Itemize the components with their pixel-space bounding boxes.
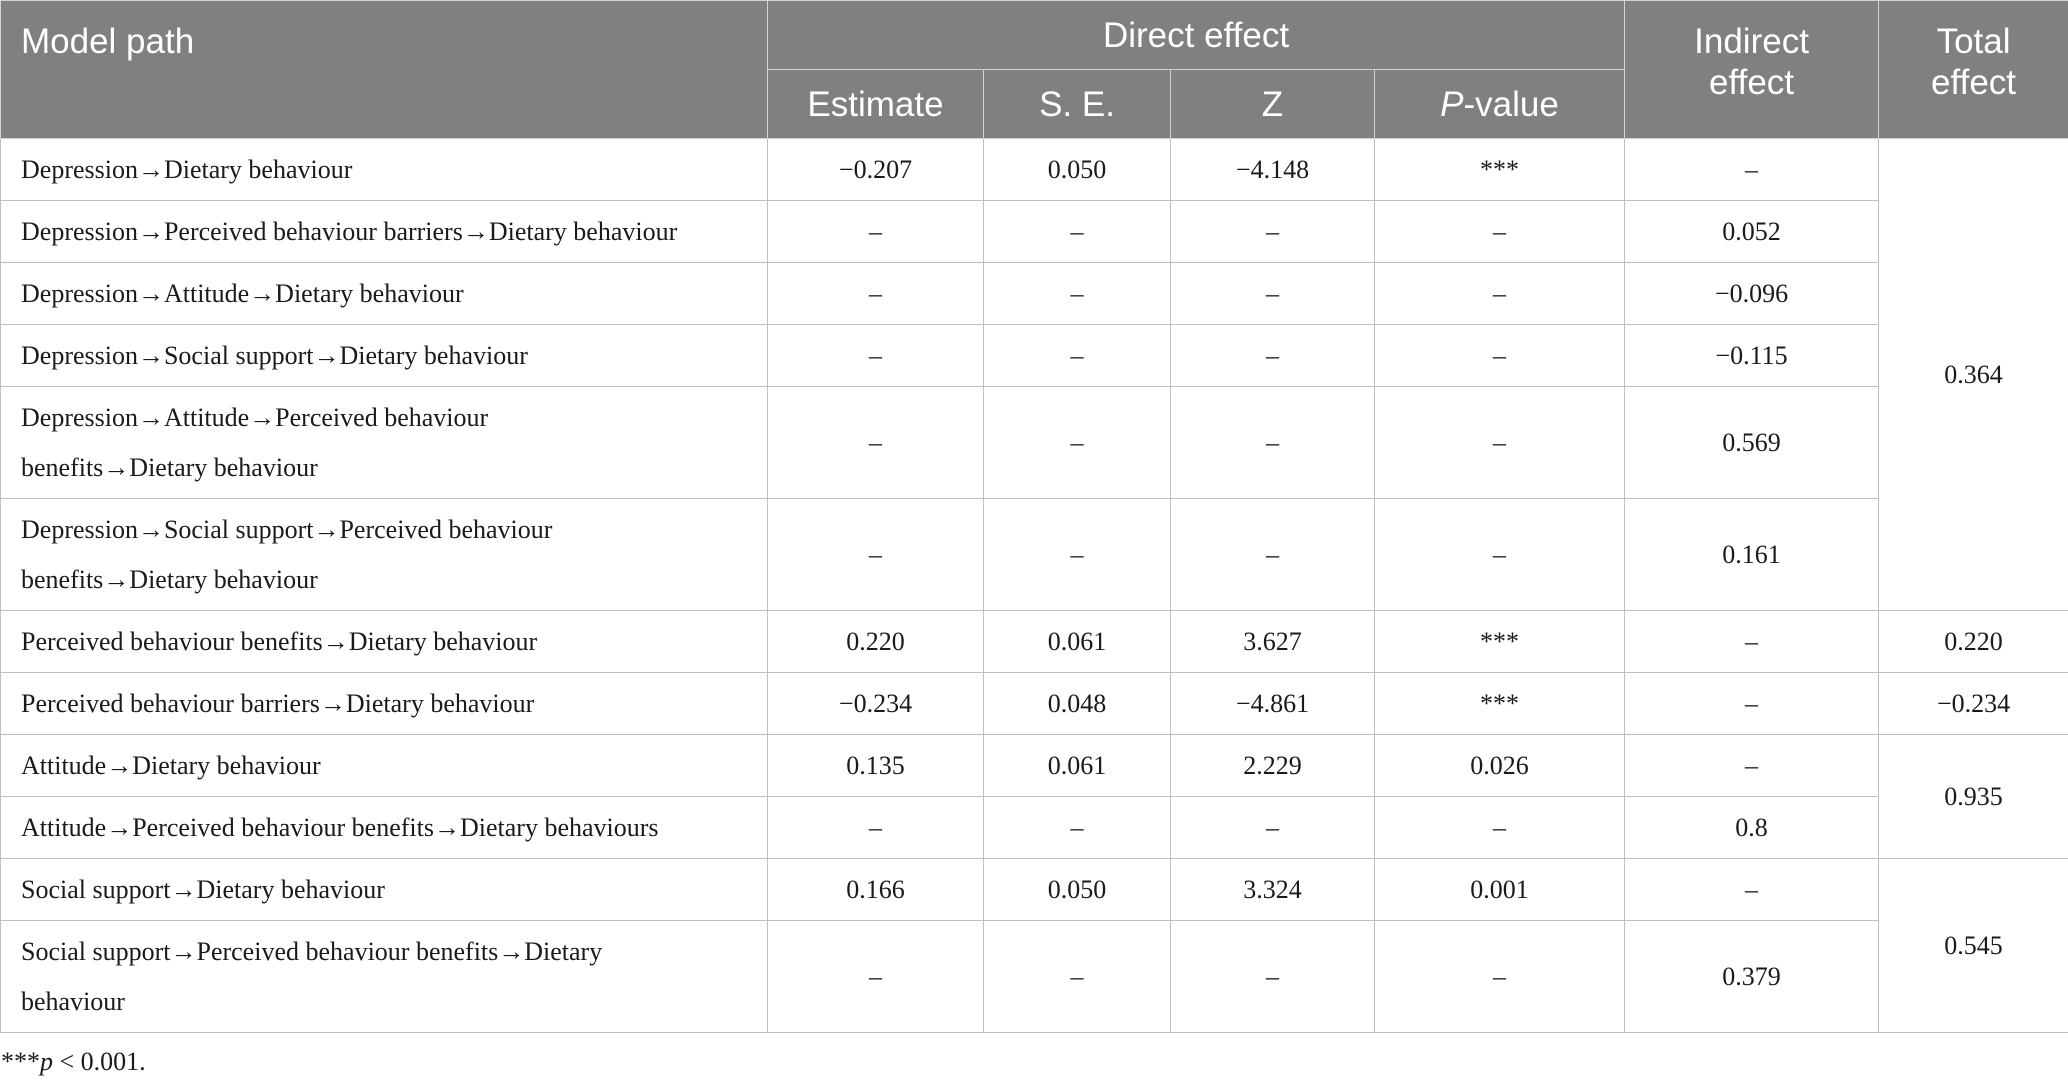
header-indirect-effect xyxy=(1625,1,1879,139)
cell-estimate: – xyxy=(768,797,984,859)
header-total-line1: Total xyxy=(1936,22,2011,61)
header-p-italic: P xyxy=(1440,84,1464,124)
cell-estimate: 0.166 xyxy=(768,859,984,921)
cell-z: 2.229 xyxy=(1171,735,1375,797)
table-footnote xyxy=(0,1047,2068,1077)
header-model-path: Model path xyxy=(1,1,768,139)
cell-model-path: Attitude→Perceived behaviour benefits→Dietary behaviours xyxy=(1,797,768,859)
cell-se: – xyxy=(984,499,1171,611)
cell-model-path: Attitude→Dietary behaviour xyxy=(1,735,768,797)
cell-estimate: – xyxy=(768,387,984,499)
cell-z: – xyxy=(1171,921,1375,1033)
table-header xyxy=(1,1,2068,139)
cell-indirect-effect: – xyxy=(1625,139,1879,201)
header-total-line2: effect xyxy=(1931,63,2017,102)
cell-estimate: – xyxy=(768,201,984,263)
cell-se: – xyxy=(984,263,1171,325)
table-row xyxy=(1,797,2068,859)
cell-model-path xyxy=(1,921,768,1033)
cell-p-value: 0.026 xyxy=(1375,735,1625,797)
cell-indirect-effect: – xyxy=(1625,673,1879,735)
cell-indirect-effect: 0.052 xyxy=(1625,201,1879,263)
cell-total-effect-depression: 0.364 xyxy=(1879,139,2068,611)
cell-estimate: −0.234 xyxy=(768,673,984,735)
cell-indirect-effect: 0.379 xyxy=(1625,921,1879,1033)
cell-se: 0.061 xyxy=(984,611,1171,673)
cell-z: – xyxy=(1171,201,1375,263)
cell-model-path: Social support→Dietary behaviour xyxy=(1,859,768,921)
cell-indirect-effect: 0.569 xyxy=(1625,387,1879,499)
header-estimate: Estimate xyxy=(768,70,984,139)
cell-z: – xyxy=(1171,387,1375,499)
table-row xyxy=(1,859,2068,921)
cell-se: 0.061 xyxy=(984,735,1171,797)
cell-total-effect-barriers: −0.234 xyxy=(1879,673,2068,735)
path-line2: benefits→Dietary behaviour xyxy=(21,564,318,594)
cell-se: 0.050 xyxy=(984,859,1171,921)
cell-p-value: *** xyxy=(1375,139,1625,201)
header-se: S. E. xyxy=(984,70,1171,139)
cell-estimate: – xyxy=(768,325,984,387)
cell-model-path: Depression→Social support→Dietary behaviour xyxy=(1,325,768,387)
cell-p-value: *** xyxy=(1375,673,1625,735)
cell-p-value: *** xyxy=(1375,611,1625,673)
cell-estimate: 0.220 xyxy=(768,611,984,673)
cell-indirect-effect: −0.115 xyxy=(1625,325,1879,387)
cell-z: −4.148 xyxy=(1171,139,1375,201)
cell-z: – xyxy=(1171,263,1375,325)
cell-indirect-effect: 0.8 xyxy=(1625,797,1879,859)
footnote-p: p xyxy=(40,1047,53,1076)
cell-model-path xyxy=(1,499,768,611)
header-p-rest: -value xyxy=(1463,84,1559,124)
table-row xyxy=(1,921,2068,1033)
cell-indirect-effect: – xyxy=(1625,859,1879,921)
cell-total-effect-attitude: 0.935 xyxy=(1879,735,2068,859)
cell-indirect-effect: – xyxy=(1625,735,1879,797)
cell-model-path: Depression→Attitude→Dietary behaviour xyxy=(1,263,768,325)
cell-p-value: 0.001 xyxy=(1375,859,1625,921)
cell-model-path: Perceived behaviour benefits→Dietary behaviour xyxy=(1,611,768,673)
cell-model-path: Depression→Perceived behaviour barriers→Dietary behaviour xyxy=(1,201,768,263)
cell-p-value: – xyxy=(1375,921,1625,1033)
table-row xyxy=(1,325,2068,387)
cell-p-value: – xyxy=(1375,387,1625,499)
table-row xyxy=(1,201,2068,263)
header-z: Z xyxy=(1171,70,1375,139)
table-row xyxy=(1,735,2068,797)
header-direct-effect: Direct effect xyxy=(768,1,1625,70)
table-row xyxy=(1,263,2068,325)
cell-z: – xyxy=(1171,797,1375,859)
table-row xyxy=(1,673,2068,735)
cell-indirect-effect: −0.096 xyxy=(1625,263,1879,325)
cell-estimate: 0.135 xyxy=(768,735,984,797)
cell-p-value: – xyxy=(1375,325,1625,387)
path-line2: benefits→Dietary behaviour xyxy=(21,452,318,482)
cell-se: – xyxy=(984,387,1171,499)
header-indirect-line1: Indirect xyxy=(1694,22,1809,61)
path-line2: behaviour xyxy=(21,986,125,1016)
cell-p-value: – xyxy=(1375,201,1625,263)
cell-indirect-effect: – xyxy=(1625,611,1879,673)
cell-total-effect-social-support: 0.545 xyxy=(1879,859,2068,1033)
cell-model-path: Perceived behaviour barriers→Dietary behaviour xyxy=(1,673,768,735)
table-row xyxy=(1,611,2068,673)
cell-p-value: – xyxy=(1375,263,1625,325)
path-line1: Depression→Attitude→Perceived behaviour xyxy=(21,402,489,432)
table-row xyxy=(1,139,2068,201)
cell-total-effect-benefits: 0.220 xyxy=(1879,611,2068,673)
header-p-value xyxy=(1375,70,1625,139)
cell-se: 0.050 xyxy=(984,139,1171,201)
header-indirect-line2: effect xyxy=(1709,63,1795,102)
cell-se: – xyxy=(984,797,1171,859)
cell-se: 0.048 xyxy=(984,673,1171,735)
cell-z: – xyxy=(1171,325,1375,387)
cell-z: – xyxy=(1171,499,1375,611)
cell-model-path xyxy=(1,387,768,499)
table-body xyxy=(1,139,2068,1033)
cell-se: – xyxy=(984,325,1171,387)
cell-p-value: – xyxy=(1375,499,1625,611)
cell-estimate: −0.207 xyxy=(768,139,984,201)
table-row xyxy=(1,387,2068,499)
cell-indirect-effect: 0.161 xyxy=(1625,499,1879,611)
footnote-stars: *** xyxy=(1,1047,40,1076)
cell-p-value: – xyxy=(1375,797,1625,859)
cell-estimate: – xyxy=(768,499,984,611)
cell-model-path: Depression→Dietary behaviour xyxy=(1,139,768,201)
cell-se: – xyxy=(984,921,1171,1033)
header-total-effect xyxy=(1879,1,2068,139)
cell-estimate: – xyxy=(768,263,984,325)
footnote-text: < 0.001. xyxy=(53,1047,146,1076)
cell-se: – xyxy=(984,201,1171,263)
cell-z: 3.627 xyxy=(1171,611,1375,673)
cell-z: 3.324 xyxy=(1171,859,1375,921)
table-row xyxy=(1,499,2068,611)
cell-estimate: – xyxy=(768,921,984,1033)
path-line1: Social support→Perceived behaviour benefits→Dietary xyxy=(21,936,603,966)
cell-z: −4.861 xyxy=(1171,673,1375,735)
path-line1: Depression→Social support→Perceived behaviour xyxy=(21,514,553,544)
